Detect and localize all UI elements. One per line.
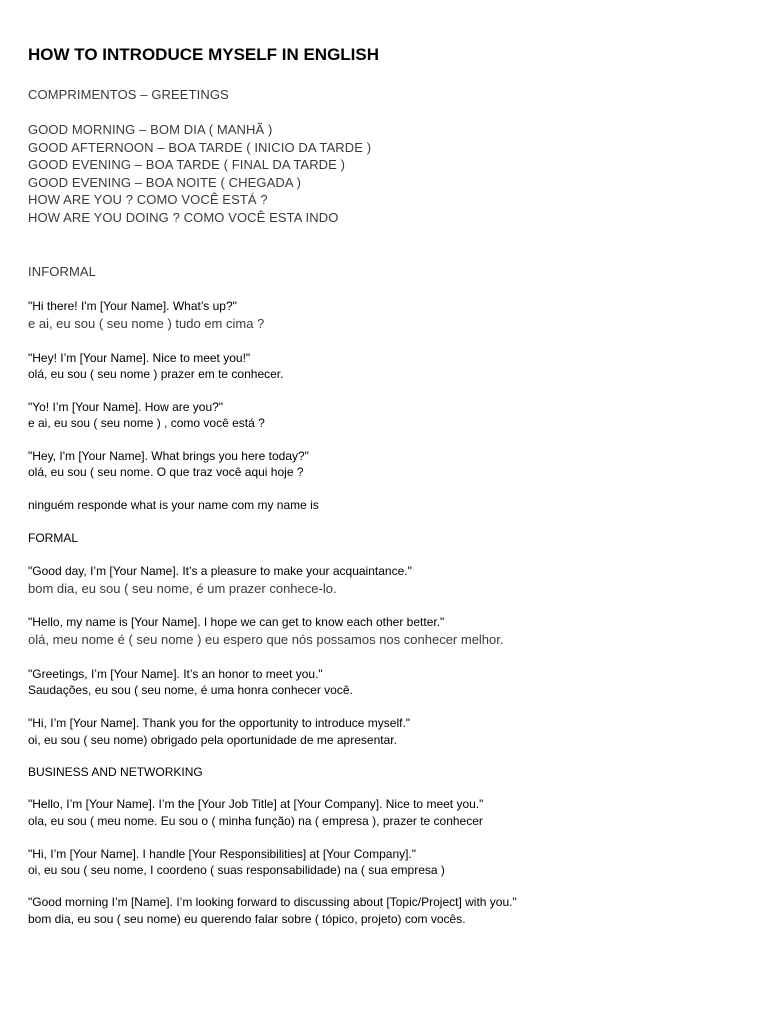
informal-english-phrase: "Hey! I’m [Your Name]. Nice to meet you!" — [28, 351, 251, 365]
formal-english-phrase: "Greetings, I’m [Your Name]. It’s an honor to meet you." — [28, 667, 323, 681]
informal-portuguese-translation: e ai, eu sou ( seu nome ) , como você está ? — [28, 416, 265, 430]
formal-english-phrase: "Hello, my name is [Your Name]. I hope we can get to know each other better." — [28, 615, 445, 629]
formal-portuguese-translation: bom dia, eu sou ( seu nome, é um prazer conhece-lo. — [28, 581, 337, 596]
greeting-line: GOOD AFTERNOON – BOA TARDE ( INICIO DA TARDE ) — [28, 140, 372, 155]
business-portuguese-translation: oi, eu sou ( seu nome, I coordeno ( suas responsabilidade) na ( sua empresa ) — [28, 863, 445, 877]
business-portuguese-translation: ola, eu sou ( meu nome. Eu sou o ( minha função) na ( empresa ), prazer te conhecer — [28, 814, 483, 828]
greetings-heading: COMPRIMENTOS – GREETINGS — [28, 87, 229, 102]
formal-english-phrase: "Hi, I’m [Your Name]. Thank you for the opportunity to introduce myself." — [28, 716, 411, 730]
formal-english-phrase: "Good day, I’m [Your Name]. It’s a pleasure to make your acquaintance." — [28, 564, 412, 578]
business-heading: BUSINESS AND NETWORKING — [28, 765, 203, 779]
business-portuguese-translation: bom dia, eu sou ( seu nome) eu querendo falar sobre ( tópico, projeto) com vocês. — [28, 912, 466, 926]
informal-heading: INFORMAL — [28, 264, 96, 279]
greeting-line: GOOD EVENING – BOA NOITE ( CHEGADA ) — [28, 175, 302, 190]
informal-english-phrase: "Yo! I’m [Your Name]. How are you?" — [28, 400, 224, 414]
informal-english-phrase: "Hi there! I'm [Your Name]. What’s up?" — [28, 299, 237, 313]
business-english-phrase: "Hi, I’m [Your Name]. I handle [Your Responsibilities] at [Your Company]." — [28, 847, 417, 861]
formal-portuguese-translation: oi, eu sou ( seu nome) obrigado pela oportunidade de me apresentar. — [28, 733, 397, 747]
page-title: HOW TO INTRODUCE MYSELF IN ENGLISH — [28, 45, 380, 64]
greeting-line: GOOD EVENING – BOA TARDE ( FINAL DA TARDE ) — [28, 157, 346, 172]
informal-portuguese-translation: olá, eu sou ( seu nome. O que traz você aqui hoje ? — [28, 465, 304, 479]
greeting-line: HOW ARE YOU ? COMO VOCÊ ESTÁ ? — [28, 192, 268, 207]
informal-english-phrase: "Hey, I'm [Your Name]. What brings you here today?" — [28, 449, 309, 463]
informal-portuguese-translation: olá, eu sou ( seu nome ) prazer em te conhecer. — [28, 367, 284, 381]
informal-portuguese-translation: e ai, eu sou ( seu nome ) tudo em cima ? — [28, 316, 265, 331]
greeting-line: GOOD MORNING – BOM DIA ( MANHÃ ) — [28, 122, 273, 137]
note-line: ninguém responde what is your name com my name is — [28, 498, 319, 512]
formal-portuguese-translation: Saudações, eu sou ( seu nome, é uma honra conhecer você. — [28, 683, 353, 697]
greeting-line: HOW ARE YOU DOING ? COMO VOCÊ ESTA INDO — [28, 210, 339, 225]
business-english-phrase: "Good morning I’m [Name]. I’m looking forward to discussing about [Topic/Project] with you." — [28, 895, 517, 909]
business-english-phrase: "Hello, I’m [Your Name]. I’m the [Your Job Title] at [Your Company]. Nice to meet you." — [28, 797, 484, 811]
formal-heading: FORMAL — [28, 531, 79, 545]
formal-portuguese-translation: olá, meu nome é ( seu nome ) eu espero que nós possamos nos conhecer melhor. — [28, 632, 504, 647]
